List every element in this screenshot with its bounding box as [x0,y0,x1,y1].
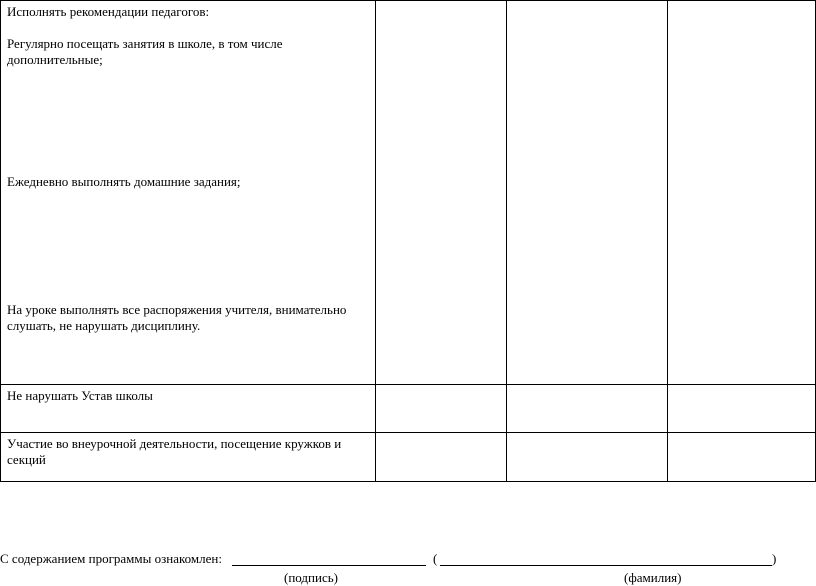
table-cell-empty [668,433,816,482]
table-cell-empty [668,1,816,385]
requirement-item: Регулярно посещать занятия в школе, в том числе дополнительные; [7,36,283,67]
signature-line[interactable] [232,551,426,566]
table-cell-requirements [1,1,376,385]
requirements-heading: Исполнять рекомендации педагогов: [7,4,210,19]
table-cell-empty [507,385,668,433]
open-paren: ( [433,551,438,566]
table-row [1,433,816,482]
requirement-item: Ежедневно выполнять домашние задания; [7,174,241,189]
requirement-item: На уроке выполнять все распоряжения учителя, внимательно слушать, не нарушать дисциплину. [7,302,347,333]
requirement-item: Участие во внеурочной деятельности, посещение кружков и секций [7,436,342,467]
table-cell-empty [507,1,668,385]
signature-caption: (подпись) [284,570,338,585]
surname-caption: (фамилия) [624,570,682,585]
requirement-item: Не нарушать Устав школы [7,388,153,403]
table-cell-empty [507,433,668,482]
table-cell-empty [376,1,507,385]
close-paren: ) [772,551,777,566]
table-row [1,1,816,385]
table-cell-empty [668,385,816,433]
table-cell-requirements [1,433,376,482]
table-cell-requirements [1,385,376,433]
table-row [1,385,816,433]
surname-line[interactable] [440,551,772,566]
table-cell-empty [376,385,507,433]
table-cell-empty [376,433,507,482]
acknowledgement-statement: С содержанием программы ознакомлен: [0,551,222,566]
